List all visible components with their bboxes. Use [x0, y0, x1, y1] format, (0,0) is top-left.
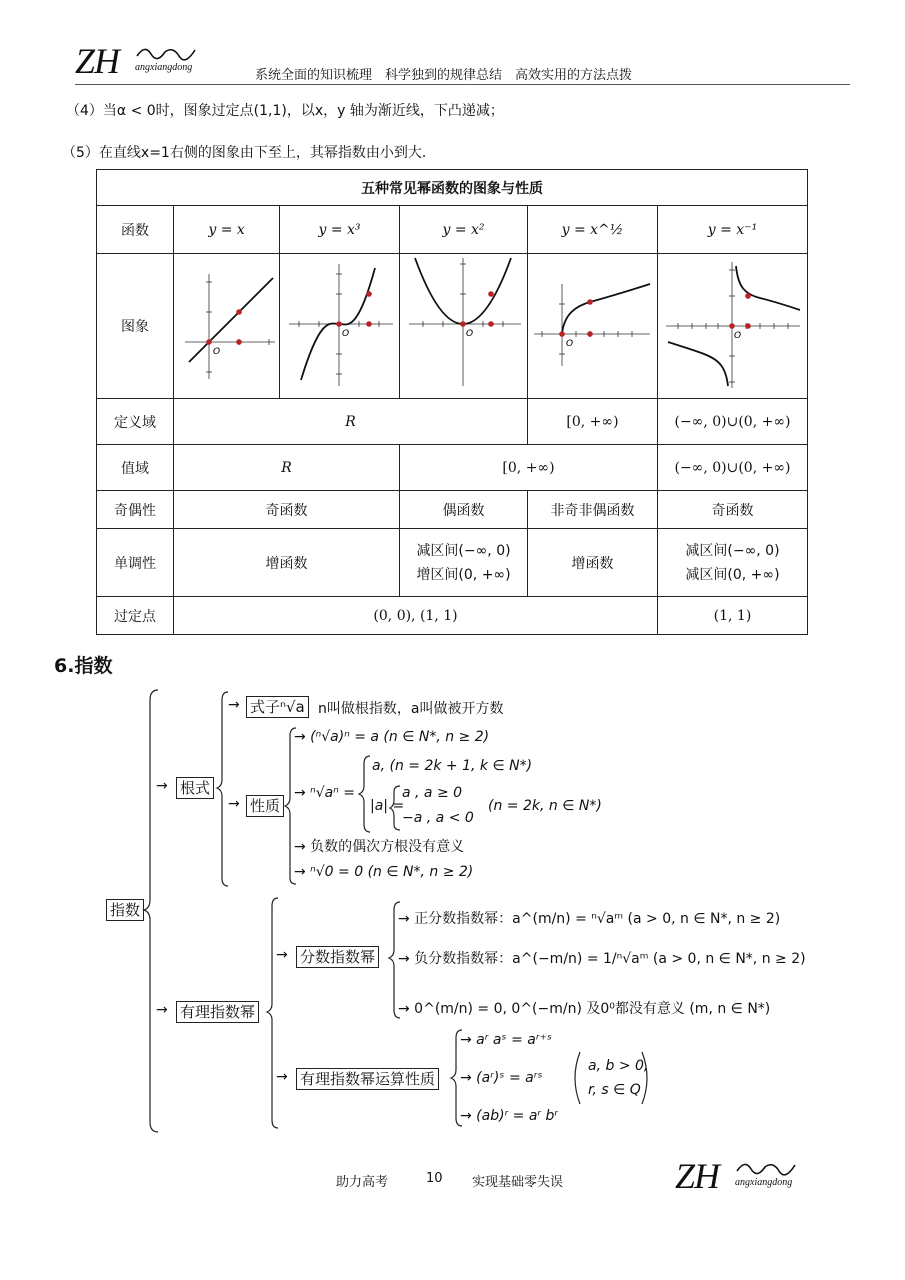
operation-1: → aʳ aˢ = aʳ⁺ˢ — [460, 1032, 553, 1048]
property-2-even-condition: (n = 2k, n ∈ N*) — [488, 798, 602, 814]
parity-even: 偶函数 — [400, 491, 528, 529]
property-4: → ⁿ√0 = 0 (n ∈ N*, n ≥ 2) — [294, 864, 474, 880]
arrow-to-ops: → — [276, 1069, 288, 1085]
function-sqrt: y = x^½ — [527, 206, 657, 254]
function-reciprocal: y = x⁻¹ — [657, 206, 807, 254]
monotonic-sqrt: 增函数 — [527, 529, 657, 597]
row-label-monotonic: 单调性 — [97, 529, 174, 597]
footer-left: 助力高考 — [336, 1175, 389, 1190]
origin-label: O — [566, 339, 574, 349]
intro-item-4: （4）当α < 0时，图象过定点(1,1)，以x，y 轴为渐近线，下凸递减； — [66, 103, 504, 119]
monotonic-increasing: 增函数 — [174, 529, 400, 597]
node-fraction: 分数指数幂 — [296, 946, 379, 968]
function-cubic: y = x³ — [280, 206, 400, 254]
node-rational: 有理指数幂 — [176, 1001, 259, 1023]
node-radical: 根式 — [176, 777, 214, 799]
parity-odd: 奇函数 — [174, 491, 400, 529]
property-2-lhs: → ⁿ√aⁿ = — [294, 785, 356, 801]
property-2-case-odd: a, (n = 2k + 1, k ∈ N*) — [372, 758, 533, 774]
property-2-case-nonneg: a , a ≥ 0 — [402, 785, 463, 801]
function-square: y = x² — [400, 206, 528, 254]
range-nonneg: [0, +∞) — [400, 445, 658, 491]
header-slogan: 系统全面的知识梳理 科学独到的规律总结 高效实用的方法点拨 — [255, 68, 633, 83]
row-label-parity: 奇偶性 — [97, 491, 174, 529]
origin-label: O — [212, 347, 220, 357]
property-1: → (ⁿ√a)ⁿ = a (n ∈ N*, n ≥ 2) — [294, 729, 490, 745]
decreasing-interval-negative: 减区间(−∞, 0) — [685, 542, 780, 559]
form-description: n叫做根指数，a叫做被开方数 — [318, 701, 504, 717]
arrow-to-fraction: → — [276, 947, 288, 963]
domain-R: R — [174, 399, 528, 445]
property-2-abs-lhs: |a| = — [370, 798, 405, 814]
row-label-graph: 图象 — [97, 254, 174, 399]
row-label-range: 值域 — [97, 445, 174, 491]
domain-nonneg: [0, +∞) — [527, 399, 657, 445]
parity-neither: 非奇非偶函数 — [527, 491, 657, 529]
arrow-to-form: → — [228, 697, 240, 713]
operation-condition-rs: r, s ∈ Q — [588, 1082, 641, 1098]
arrow-to-property: → — [228, 796, 240, 812]
arrow-to-radical: → — [156, 778, 168, 794]
operation-2: → (aʳ)ˢ = aʳˢ — [460, 1070, 543, 1086]
increasing-interval: 增区间(0, +∞) — [416, 566, 511, 583]
logo-letters: ZH — [75, 41, 120, 81]
node-form: 式子ⁿ√a — [246, 696, 309, 718]
logo-subtitle: angxiangdong — [135, 62, 193, 73]
footer-logo — [675, 1155, 815, 1195]
range-R: R — [174, 445, 400, 491]
logo-subtitle: angxiangdong — [735, 1177, 793, 1188]
node-operations: 有理指数幂运算性质 — [296, 1068, 439, 1090]
row-label-domain: 定义域 — [97, 399, 174, 445]
decreasing-interval-positive: 减区间(0, +∞) — [685, 566, 780, 583]
footer-page-number: 10 — [426, 1171, 443, 1186]
range-nonzero: (−∞, 0)∪(0, +∞) — [657, 445, 807, 491]
fixed-point-origin-one: (0, 0), (1, 1) — [174, 597, 658, 635]
decreasing-interval: 减区间(−∞, 0) — [416, 542, 511, 559]
property-2-case-neg: −a , a < 0 — [402, 810, 474, 826]
logo-signature-icon — [735, 1157, 805, 1177]
operation-3: → (ab)ʳ = aʳ bʳ — [460, 1108, 558, 1124]
row-label-function: 函数 — [97, 206, 174, 254]
footer-right: 实现基础零失误 — [472, 1175, 564, 1190]
node-exponent: 指数 — [106, 899, 144, 921]
fraction-negative: → 负分数指数幂：a^(−m/n) = 1/ⁿ√aᵐ (a > 0, n ∈ N*, n ≥ 2) — [398, 951, 806, 967]
fixed-point-one: (1, 1) — [657, 597, 807, 635]
intro-item-5: （5）在直线x=1右侧的图象由下至上，其幂指数由小到大. — [62, 145, 427, 161]
origin-label: O — [465, 329, 473, 339]
parity-odd-reciprocal: 奇函数 — [657, 491, 807, 529]
operation-condition-ab: a, b > 0, — [588, 1058, 649, 1074]
node-property: 性质 — [246, 795, 284, 817]
domain-nonzero: (−∞, 0)∪(0, +∞) — [657, 399, 807, 445]
function-linear: y = x — [174, 206, 280, 254]
origin-label: O — [734, 331, 742, 341]
property-3: → 负数的偶次方根没有意义 — [294, 839, 465, 855]
arrow-to-rational: → — [156, 1002, 168, 1018]
fraction-positive: → 正分数指数幂：a^(m/n) = ⁿ√aᵐ (a > 0, n ∈ N*, n ≥ 2) — [398, 911, 781, 927]
origin-label: O — [341, 329, 349, 339]
fraction-zero: → 0^(m/n) = 0, 0^(−m/n) 及0⁰都没有意义 (m, n ∈ N*) — [398, 1001, 771, 1017]
section-title: 6.指数 — [54, 655, 113, 677]
logo-letters: ZH — [675, 1156, 720, 1196]
table-title: 五种常见幂函数的图象与性质 — [97, 170, 808, 206]
row-label-fixed-point: 过定点 — [97, 597, 174, 635]
